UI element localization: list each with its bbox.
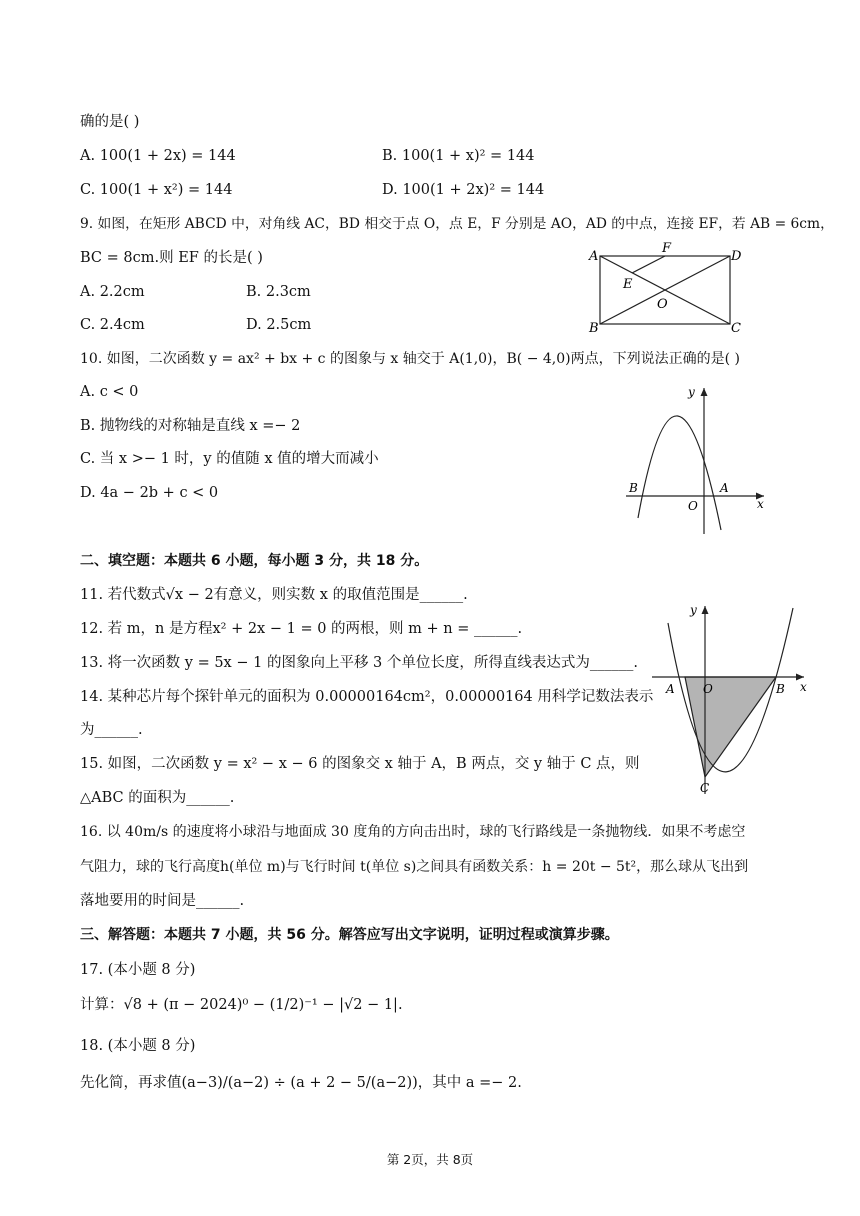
label-a: A	[720, 481, 729, 495]
label-b: B	[629, 481, 638, 495]
label-o: O	[657, 297, 668, 312]
q10-option-c: C. 当 x >− 1 时，y 的值随 x 值的增大而减小	[80, 451, 379, 467]
question-8-tail: 确的是( )	[80, 114, 140, 130]
section-2-heading: 二、填空题：本题共 6 小题，每小题 3 分，共 18 分。	[80, 553, 429, 569]
q8-option-a: A. 100(1 + 2x) = 144	[80, 148, 236, 164]
question-9-line1: 9. 如图，在矩形 ABCD 中，对角线 AC，BD 相交于点 O，点 E，F 分别是 AO，AD 的中点，连接 EF，若 AB = 6cm，	[80, 216, 834, 232]
q10-option-a: A. c < 0	[80, 384, 139, 400]
label-b: B	[589, 321, 599, 336]
label-a: A	[589, 249, 599, 264]
question-16-line3: 落地要用的时间是______.	[80, 893, 245, 909]
question-16-line1: 16. 以 40m/s 的速度将小球沿与地面成 30 度角的方向击出时，球的飞行路线是一条抛物线．如果不考虑空	[80, 824, 746, 840]
section-3-heading: 三、解答题：本题共 7 小题，共 56 分。解答应写出文字说明，证明过程或演算步骤。	[80, 927, 619, 943]
label-o: O	[688, 499, 698, 513]
question-18-heading: 18. (本小题 8 分)	[80, 1038, 196, 1054]
question-15-line1: 15. 如图，二次函数 y = x² − x − 6 的图象交 x 轴于 A，B 两点，交 y 轴于 C 点，则	[80, 756, 640, 772]
q8-option-d: D. 100(1 + 2x)² = 144	[382, 182, 545, 198]
label-e: E	[623, 277, 633, 292]
q9-option-b: B. 2.3cm	[246, 284, 311, 300]
question-18-body: 先化简，再求值(a−3)/(a−2) ÷ (a + 2 − 5/(a−2))，其中 a =− 2.	[80, 1075, 522, 1091]
question-12: 12. 若 m，n 是方程x² + 2x − 1 = 0 的两根，则 m + n = ______.	[80, 621, 523, 637]
question-13: 13. 将一次函数 y = 5x − 1 的图象向上平移 3 个单位长度，所得直线表达式为______.	[80, 655, 638, 671]
question-15-line2: △ABC 的面积为______.	[80, 790, 235, 806]
question-11: 11. 若代数式√x − 2有意义，则实数 x 的取值范围是______.	[80, 587, 468, 603]
label-d: D	[731, 249, 742, 264]
label-c: C	[731, 321, 741, 336]
page-footer: 第 2页，共 8页	[386, 1152, 474, 1167]
q9-option-d: D. 2.5cm	[246, 317, 312, 333]
axis-y-label: y	[688, 385, 695, 399]
axis-y-label: y	[690, 603, 697, 617]
q9-option-a: A. 2.2cm	[80, 284, 145, 300]
label-c: C	[700, 781, 710, 795]
question-14-line2: 为______.	[80, 722, 143, 738]
q8-option-b: B. 100(1 + x)² = 144	[382, 148, 535, 164]
question-17-body: 计算：√8 + (π − 2024)⁰ − (1/2)⁻¹ − |√2 − 1|.	[80, 997, 403, 1013]
label-o: O	[703, 682, 713, 696]
q9-option-c: C. 2.4cm	[80, 317, 145, 333]
label-f: F	[662, 241, 672, 256]
q10-option-d: D. 4a − 2b + c < 0	[80, 485, 219, 501]
rectangle-figure	[585, 242, 745, 336]
parabola-figure-q10	[618, 378, 774, 538]
label-a: A	[666, 682, 675, 696]
axis-x-label: x	[757, 497, 764, 511]
question-17-heading: 17. (本小题 8 分)	[80, 962, 196, 978]
q8-option-c: C. 100(1 + x²) = 144	[80, 182, 233, 198]
q10-option-b: B. 抛物线的对称轴是直线 x =− 2	[80, 418, 301, 434]
question-9-line2: BC = 8cm.则 EF 的长是( )	[80, 250, 263, 266]
axis-x-label: x	[800, 680, 807, 694]
parabola-figure-q15	[648, 598, 814, 798]
question-10: 10. 如图，二次函数 y = ax² + bx + c 的图象与 x 轴交于 A(1,0)，B( − 4,0)两点，下列说法正确的是( )	[80, 351, 740, 367]
question-16-line2: 气阻力，球的飞行高度h(单位 m)与飞行时间 t(单位 s)之间具有函数关系：h = 20t − 5t²，那么球从飞出到	[80, 859, 749, 875]
label-b: B	[776, 682, 785, 696]
question-14-line1: 14. 某种芯片每个探针单元的面积为 0.00000164cm²，0.00000164 用科学记数法表示	[80, 689, 654, 705]
